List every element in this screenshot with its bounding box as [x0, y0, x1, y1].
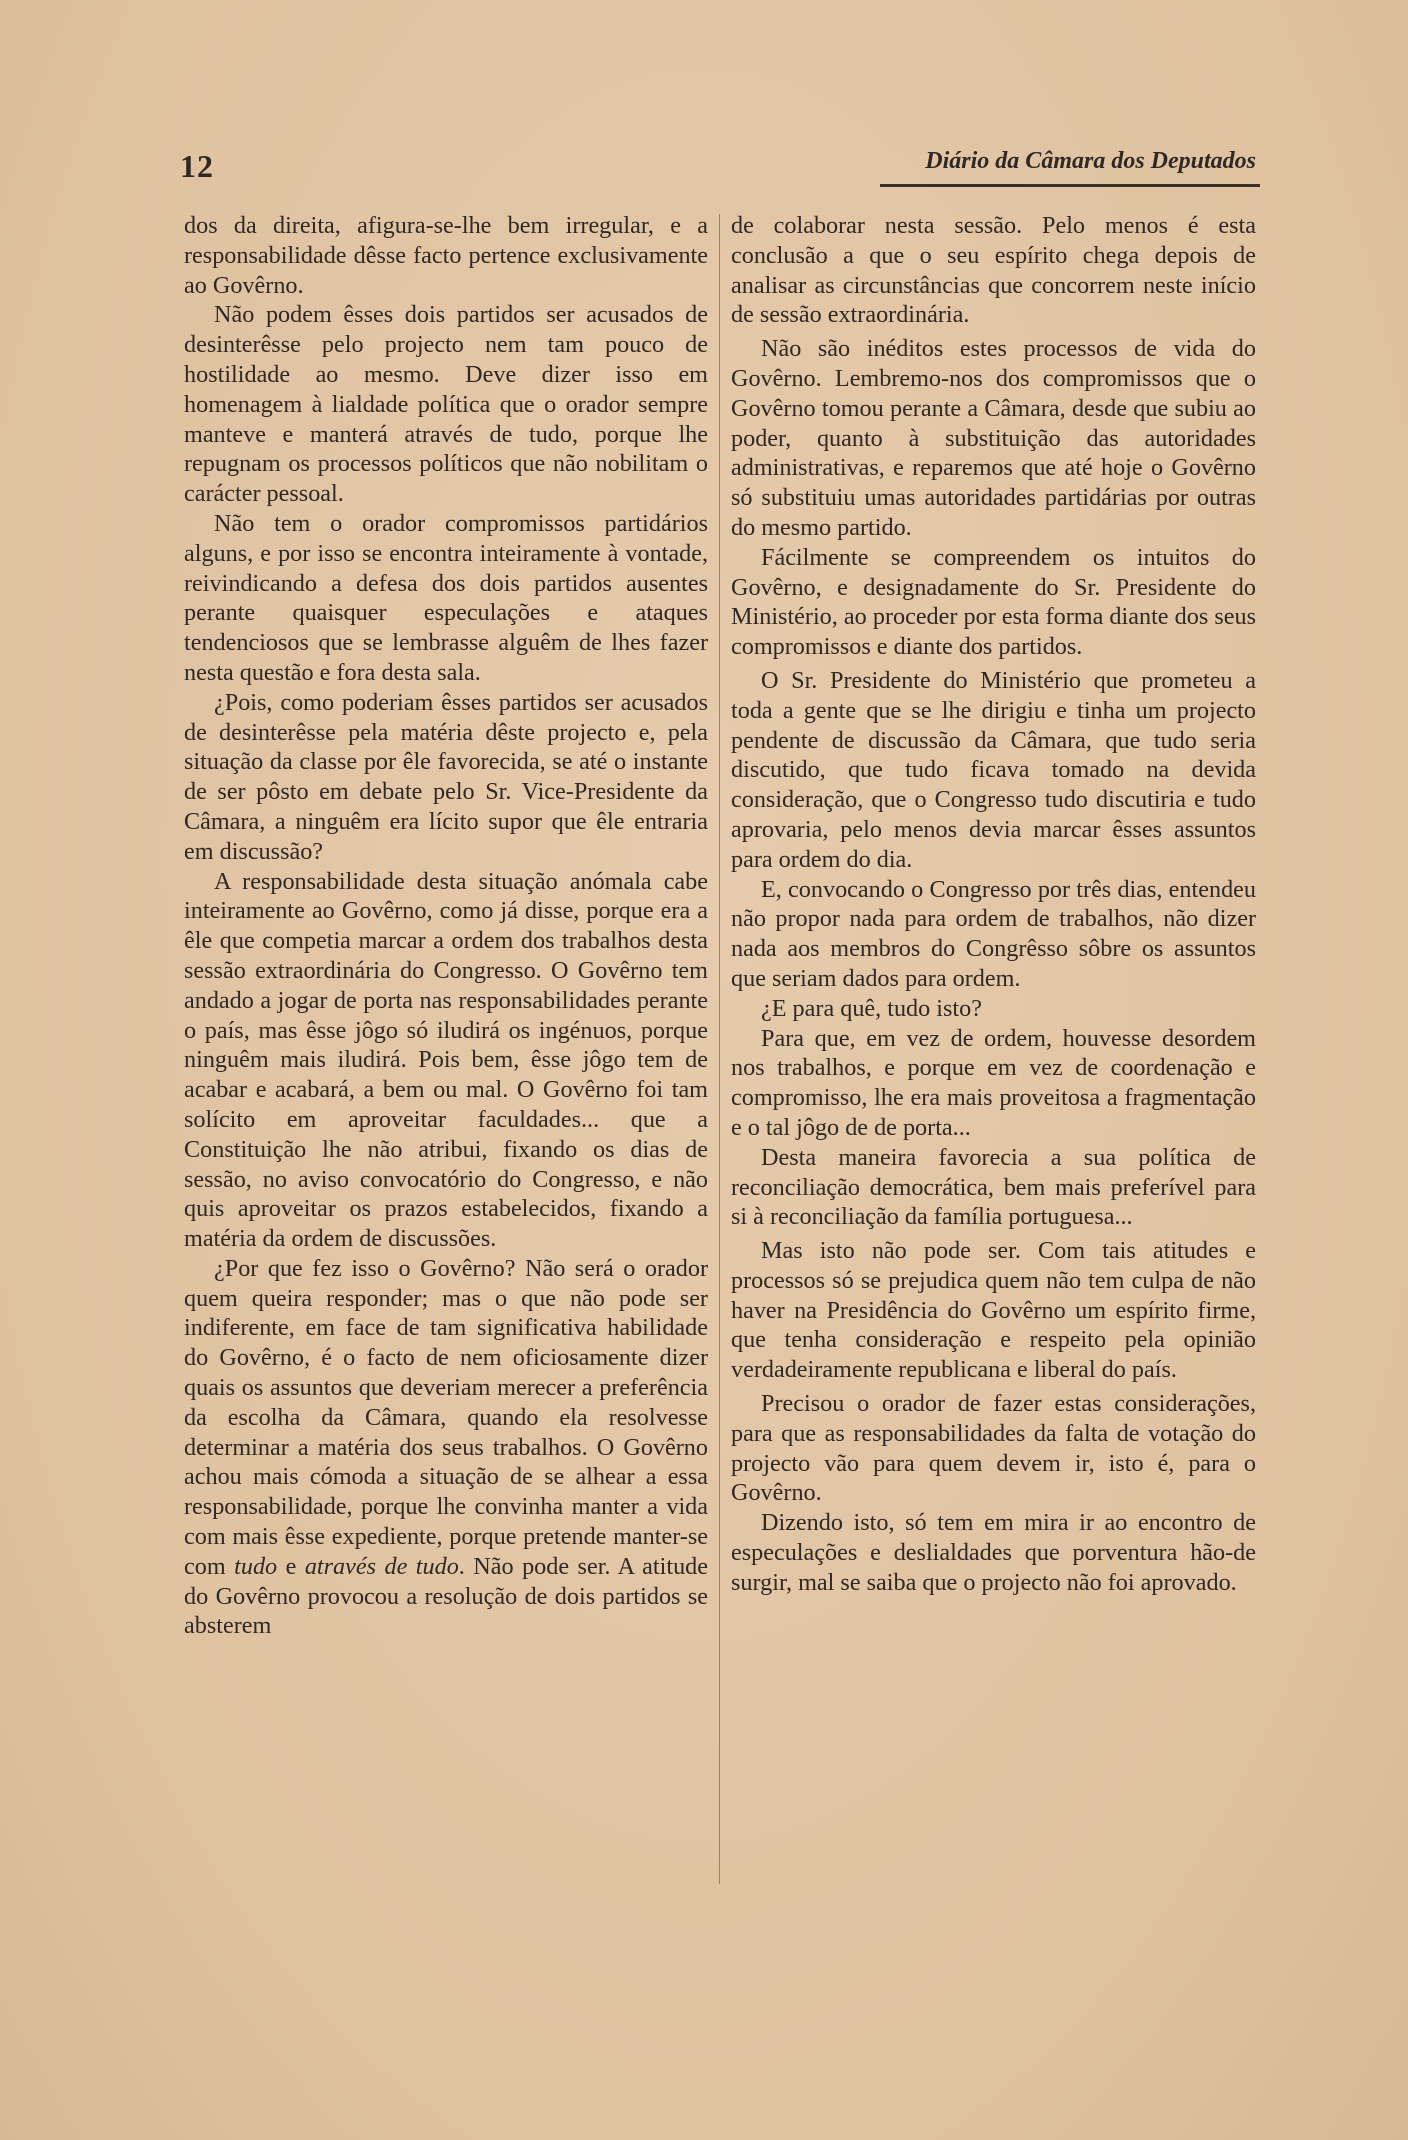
journal-title: Diário da Câmara dos Deputados	[925, 148, 1256, 174]
header-rule	[880, 184, 1260, 187]
paragraph: Fácilmente se compreendem os intuitos do Govêrno, e designadamente do Sr. Presidente do Ministério, ao proceder por esta forma diante dos seus compromissos e diante dos partidos.	[731, 543, 1256, 661]
paragraph	[184, 1254, 708, 1641]
paragraph: Não podem êsses dois partidos ser acusados de desinterêsse pelo projecto nem tam pouco de hostilidade ao mesmo. Deve dizer isso em homenagem à lialdade política que o orador sempre manteve e manterá através de tudo, porque lhe repugnam os processos políticos que não nobilitam o carácter pessoal.	[184, 301, 708, 508]
paragraph: Mas isto não pode ser. Com tais atitudes e processos só se prejudica quem não tem culpa de não haver na Presidência do Govêrno um espírito firme, que tenha consideração e respeito pela opinião verdadeiramente republicana e liberal do país.	[731, 1237, 1256, 1384]
paragraph-text: ¿Por que fez isso o Govêrno? Não será o orador quem queira responder; mas o que não pode ser indiferente, em face de tam significativa habilidade do Govêrno, é o facto de nem oficiosamente dizer quais os assuntos que deveriam merecer a preferência da escolha da Câmara, quando ela resolvesse determinar a matéria dos seus trabalhos. O Govêrno achou mais cómoda a situação de se alhear a essa responsabilidade, porque lhe convinha manter a vida com mais êsse expediente, porque pretende manter-se com	[184, 1254, 708, 1580]
paragraph: Dizendo isto, só tem em mira ir ao encontro de especulações e deslialdades que porventura hão-de surgir, mal se saiba que o projecto não foi aprovado.	[731, 1509, 1256, 1596]
paragraph: Não são inéditos estes processos de vida do Govêrno. Lembremo-nos dos compromissos que o Govêrno tomou perante a Câmara, desde que subiu ao poder, quanto à substituição das autoridades administrativas, e reparemos que até hoje o Govêrno só substituiu umas autoridades partidárias por outras do mesmo partido.	[731, 335, 1256, 541]
paragraph: de colaborar nesta sessão. Pelo menos é esta conclusão a que o seu espírito chega depois de analisar as circunstâncias que concorrem neste início de sessão extraordinária.	[731, 212, 1256, 329]
paragraph: Não tem o orador compromissos partidários alguns, e por isso se encontra inteiramente à vontade, reivindicando a defesa dos dois partidos ausentes perante quaisquer especulações e ataques tendenciosos que se lembrasse alguêm de lhes fazer nesta questão e fora desta sala.	[184, 509, 708, 686]
paragraph: Precisou o orador de fazer estas considerações, para que as responsabilidades da falta de votação do projecto vão para quem devem ir, isto é, para o Govêrno.	[731, 1390, 1256, 1507]
italic-text: através de tudo	[304, 1552, 459, 1580]
paragraph: ¿E para quê, tudo isto?	[761, 994, 982, 1022]
italic-text: tudo	[234, 1552, 278, 1580]
paragraph: dos da direita, afigura-se-lhe bem irregular, e a responsabilidade dêsse facto pertence exclusivamente ao Govêrno.	[184, 212, 708, 299]
paragraph: E, convocando o Congresso por três dias, entendeu não propor nada para ordem de trabalhos, não dizer nada aos membros do Congrêsso sôbre os assuntos que seriam dados para ordem.	[731, 875, 1256, 992]
paragraph-text: e	[285, 1552, 297, 1580]
paragraph: O Sr. Presidente do Ministério que prometeu a toda a gente que se lhe dirigiu e tinha um projecto pendente de discussão da Câmara, que tudo seria discutido, que tudo ficava tomado na devida consideração, que o Congresso tudo discutiria e tudo aprovaria, pelo menos devia marcar êsses assuntos para ordem do dia.	[731, 666, 1256, 873]
paragraph-text: . Não pode ser. A atitude do Govêrno provocou a resolução de dois partidos se absterem	[184, 1552, 709, 1640]
paragraph: Para que, em vez de ordem, houvesse desordem nos trabalhos, e porque em vez de coordenação e compromisso, lhe era mais proveitosa a fragmentação e o tal jôgo de de porta...	[731, 1024, 1256, 1141]
right-column	[731, 211, 1256, 1598]
paragraph: ¿Pois, como poderiam êsses partidos ser acusados de desinterêsse pela matéria dêste projecto e, pela situação da classe por êle favorecida, se até o instante de ser pôsto em debate pelo Sr. Vice-Presidente da Câmara, a ninguêm era lícito supor que êle entraria em discussão?	[184, 688, 708, 865]
paragraph: A responsabilidade desta situação anómala cabe inteiramente ao Govêrno, como já disse, porque era a êle que competia marcar a ordem dos trabalhos desta sessão extraordinária do Congresso. O Govêrno tem andado a jogar de porta nas responsabilidades perante o país, mas êsse jôgo só iludirá os ingénuos, porque ninguêm mais iludirá. Pois bem, êsse jôgo tem de acabar e acabará, a bem ou mal. O Govêrno foi tam solícito em aproveitar faculdades... que a Constituição lhe não atribui, fixando os dias de sessão, no aviso convocatório do Congresso, e não quis aproveitar os prazos estabelecidos, fixando a matéria da ordem de discussões.	[184, 867, 708, 1253]
paragraph: Desta maneira favorecia a sua política de reconciliação democrática, bem mais preferível para si à reconciliação da família portuguesa...	[731, 1143, 1256, 1231]
left-column	[184, 211, 708, 1641]
column-divider	[719, 214, 720, 1884]
page-number: 12	[180, 148, 214, 184]
